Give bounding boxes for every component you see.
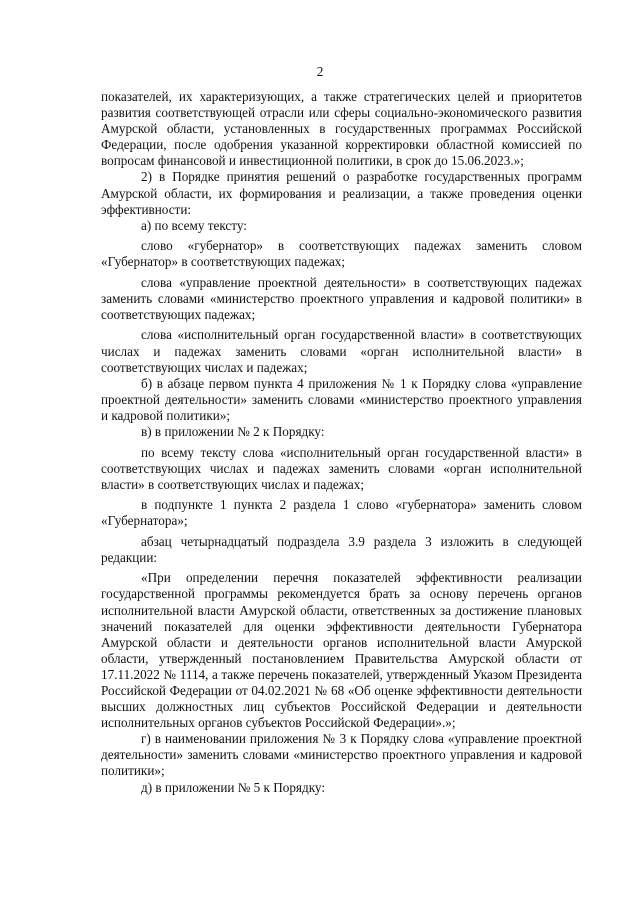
paragraph-project-management: слова «управление проектной деятельности» в соответствующих падежах заменить словами «министерство проектного управления и кадровой политики» в соответствующих падежах;: [101, 274, 582, 322]
document-body: [101, 89, 582, 796]
paragraph-item-2: 2) в Порядке принятия решений о разработке государственных программ Амурской области, их формирования и реализации, а также проведения оценки эффективности:: [101, 169, 582, 217]
paragraph-governor-word: слово «губернатор» в соответствующих падежах заменить словом «Губернатор» в соответствующих падежах;: [101, 238, 582, 270]
paragraph-subpoint-1: в подпункте 1 пункта 2 раздела 1 слово «губернатора» заменить словом «Губернатора»;: [101, 497, 582, 529]
paragraph-subitem-d: д) в приложении № 5 к Порядку:: [141, 779, 325, 795]
paragraph-subitem-g: г) в наименовании приложения № 3 к Порядку слова «управление проектной деятельности» заменить словами «министерство проектного управления и кадровой политики»;: [101, 731, 582, 779]
paragraph-subitem-b: б) в абзаце первом пункта 4 приложения № 1 к Порядку слова «управление проектной деятельности» заменить словами «министерство проектного управления и кадровой политики»;: [101, 375, 582, 423]
paragraph-whole-text: по всему тексту слова «исполнительный орган государственной власти» в соответствующих числах и падежах заменить словами «орган исполнительной власти» в соответствующих числах и падежах;: [101, 444, 582, 492]
paragraph-abzac-14: абзац четырнадцатый подраздела 3.9 раздела 3 изложить в следующей редакции:: [101, 533, 582, 565]
paragraph-new-wording: «При определении перечня показателей эффективности реализации государственной программы рекомендуется брать за основу перечень органов исполнительной власти Амурской области, ответственных за достижение плановых значений показателей для оценки эффективности деятельности Губернатора Амурской области и деятельности органов исполнительной власти Амурской области, утвержденный постановлением Правительства Амурской области от 17.11.2022 № 1114, а также перечень показателей, утвержденный Указом Президента Российской Федерации от 04.02.2021 № 68 «Об оценке эффективности деятельности высших должностных лиц субъектов Российской Федерации и деятельности исполнительных органов субъектов Российской Федерации».»;: [101, 570, 582, 731]
paragraph-subitem-a: а) по всему тексту:: [141, 217, 247, 233]
page-number: 2: [316, 64, 324, 79]
paragraph-continuation: показателей, их характеризующих, а также стратегических целей и приоритетов развития соответствующей отрасли или сферы социально-экономического развития Амурской области, установленных в государственных программах Российской Федерации, после одобрения указанной корректировки областной комиссией по вопросам финансовой и инвестиционной политики, в срок до 15.06.2023.»;: [101, 89, 582, 169]
paragraph-subitem-v: в) в приложении № 2 к Порядку:: [141, 424, 325, 440]
paragraph-executive-body: слова «исполнительный орган государственной власти» в соответствующих числах и падежах заменить словами «орган исполнительной власти» в соответствующих числах и падежах;: [101, 327, 582, 375]
